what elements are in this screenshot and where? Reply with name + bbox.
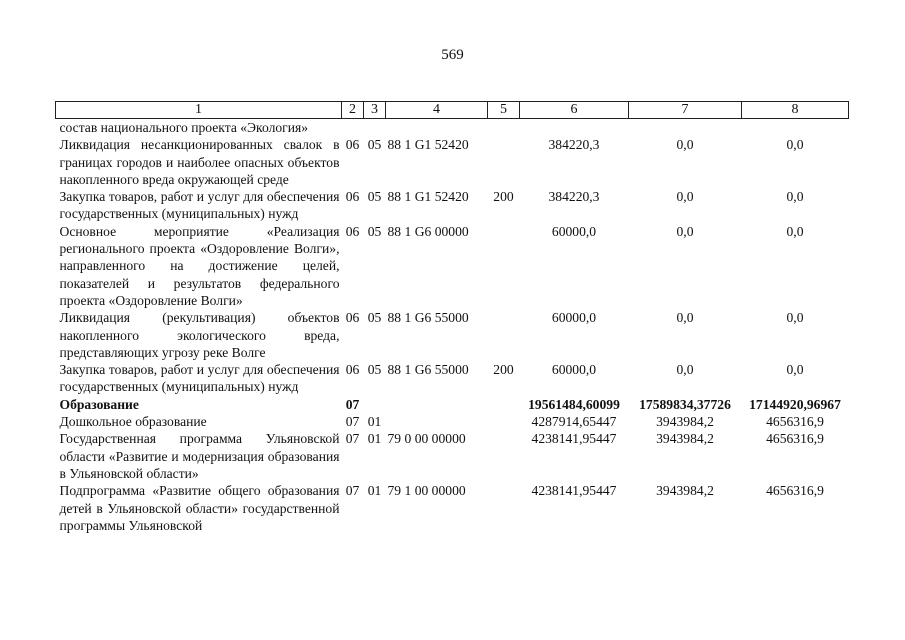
row-subsection [364, 119, 386, 137]
row-name: состав национального проекта «Экология» [59, 120, 309, 135]
table-row [56, 430, 849, 482]
table-row [56, 136, 849, 188]
row-amount-col8: 4656316,9 [766, 483, 824, 499]
row-amount-col8: 0,0 [786, 189, 804, 205]
row-expense-type [488, 396, 520, 413]
row-amount-col6: 19561484,60099 [528, 396, 620, 412]
table-row [56, 482, 849, 534]
column-header: 5 [488, 102, 520, 119]
column-header: 8 [742, 102, 849, 119]
row-amount-col7: 3943984,2 [656, 414, 714, 430]
row-expense-type [488, 413, 520, 430]
row-amount-col6: 4287914,65447 [531, 414, 617, 430]
column-header: 1 [56, 102, 342, 119]
row-section: 07 [345, 396, 360, 412]
row-expense-type [488, 482, 520, 534]
row-target-code [386, 119, 488, 137]
row-subsection: 05 [367, 189, 382, 205]
row-target-code: 79 0 00 00000 [387, 431, 466, 447]
row-amount-col7: 0,0 [676, 189, 694, 205]
row-section [342, 119, 364, 137]
row-name: Подпрограмма «Развитие общего образования детей в Ульяновской области» государственной программы Ульяновской [59, 483, 340, 533]
row-section: 06 [345, 223, 360, 239]
row-expense-type [488, 136, 520, 188]
row-expense-type [488, 430, 520, 482]
row-subsection: 01 [367, 414, 382, 430]
row-target-code: 79 1 00 00000 [387, 483, 466, 499]
table-row [56, 119, 849, 137]
row-section: 07 [345, 414, 360, 430]
row-amount-col8: 4656316,9 [766, 414, 824, 430]
table-row [56, 223, 849, 309]
column-header: 4 [386, 102, 488, 119]
row-amount-col8: 4656316,9 [766, 431, 824, 447]
row-name: Государственная программа Ульяновской области «Развитие и модернизация образования в Ульяновской области» [59, 431, 340, 481]
row-target-code: 88 1 G6 55000 [387, 310, 469, 326]
row-expense-type [488, 309, 520, 361]
row-target-code: 88 1 G1 52420 [387, 137, 469, 153]
row-amount-col7: 17589834,37726 [639, 396, 731, 412]
row-section: 07 [345, 431, 360, 447]
row-amount-col8 [742, 119, 849, 137]
row-subsection [364, 396, 386, 413]
row-amount-col7: 0,0 [676, 223, 694, 239]
row-amount-col7: 3943984,2 [656, 483, 714, 499]
row-amount-col7: 0,0 [676, 362, 694, 378]
row-amount-col6: 60000,0 [551, 310, 597, 326]
row-amount-col8: 0,0 [786, 310, 804, 326]
page-number: 569 [441, 47, 464, 63]
row-target-code: 88 1 G6 00000 [387, 223, 469, 239]
row-target-code [386, 396, 488, 413]
row-subsection: 01 [367, 483, 382, 499]
column-header: 7 [629, 102, 742, 119]
table-row [56, 396, 849, 413]
row-amount-col7 [629, 119, 742, 137]
row-subsection: 05 [367, 137, 382, 153]
row-section: 06 [345, 362, 360, 378]
row-section: 06 [345, 189, 360, 205]
row-amount-col6: 384220,3 [548, 137, 600, 153]
row-amount-col6: 60000,0 [551, 362, 597, 378]
row-subsection: 05 [367, 223, 382, 239]
row-amount-col8: 0,0 [786, 223, 804, 239]
row-amount-col8: 0,0 [786, 362, 804, 378]
column-header: 3 [364, 102, 386, 119]
row-target-code: 88 1 G1 52420 [387, 189, 469, 205]
row-name: Дошкольное образование [59, 414, 207, 430]
row-name: Ликвидация несанкционированных свалок в границах городов и наиболее опасных объектов накопленного вреда окружающей среде [59, 137, 340, 187]
row-amount-col8: 17144920,96967 [749, 396, 841, 412]
row-name: Основное мероприятие «Реализация регионального проекта «Оздоровление Волги», направленного на достижение целей, показателей и результатов федерального проекта «Оздоровление Волги» [59, 223, 340, 308]
row-subsection: 05 [367, 362, 382, 378]
header-row [56, 102, 849, 119]
table-row [56, 188, 849, 223]
row-amount-col6: 4238141,95447 [531, 483, 617, 499]
row-amount-col6: 4238141,95447 [531, 431, 617, 447]
row-section: 06 [345, 137, 360, 153]
table-row [56, 309, 849, 361]
row-name: Ликвидация (рекультивация) объектов накопленного экологического вреда, представляющих угрозу реке Волге [59, 310, 340, 360]
row-expense-type: 200 [493, 189, 514, 205]
row-name: Закупка товаров, работ и услуг для обеспечения государственных (муниципальных) нужд [59, 189, 340, 222]
row-amount-col6 [520, 119, 629, 137]
table-row [56, 413, 849, 430]
row-section: 06 [345, 310, 360, 326]
row-amount-col7: 3943984,2 [656, 431, 714, 447]
row-target-code: 88 1 G6 55000 [387, 362, 469, 378]
row-target-code [386, 413, 488, 430]
column-header: 2 [342, 102, 364, 119]
row-section: 07 [345, 483, 360, 499]
table-row [56, 361, 849, 396]
row-subsection: 05 [367, 310, 382, 326]
row-expense-type [488, 223, 520, 309]
row-expense-type [488, 119, 520, 137]
row-amount-col6: 60000,0 [551, 223, 597, 239]
row-subsection: 01 [367, 431, 382, 447]
row-amount-col8: 0,0 [786, 137, 804, 153]
budget-table [55, 101, 849, 534]
row-name: Образование [59, 396, 139, 412]
column-header: 6 [520, 102, 629, 119]
row-name: Закупка товаров, работ и услуг для обеспечения государственных (муниципальных) нужд [59, 362, 340, 395]
row-expense-type: 200 [493, 362, 514, 378]
row-amount-col6: 384220,3 [548, 189, 600, 205]
row-amount-col7: 0,0 [676, 310, 694, 326]
row-amount-col7: 0,0 [676, 137, 694, 153]
